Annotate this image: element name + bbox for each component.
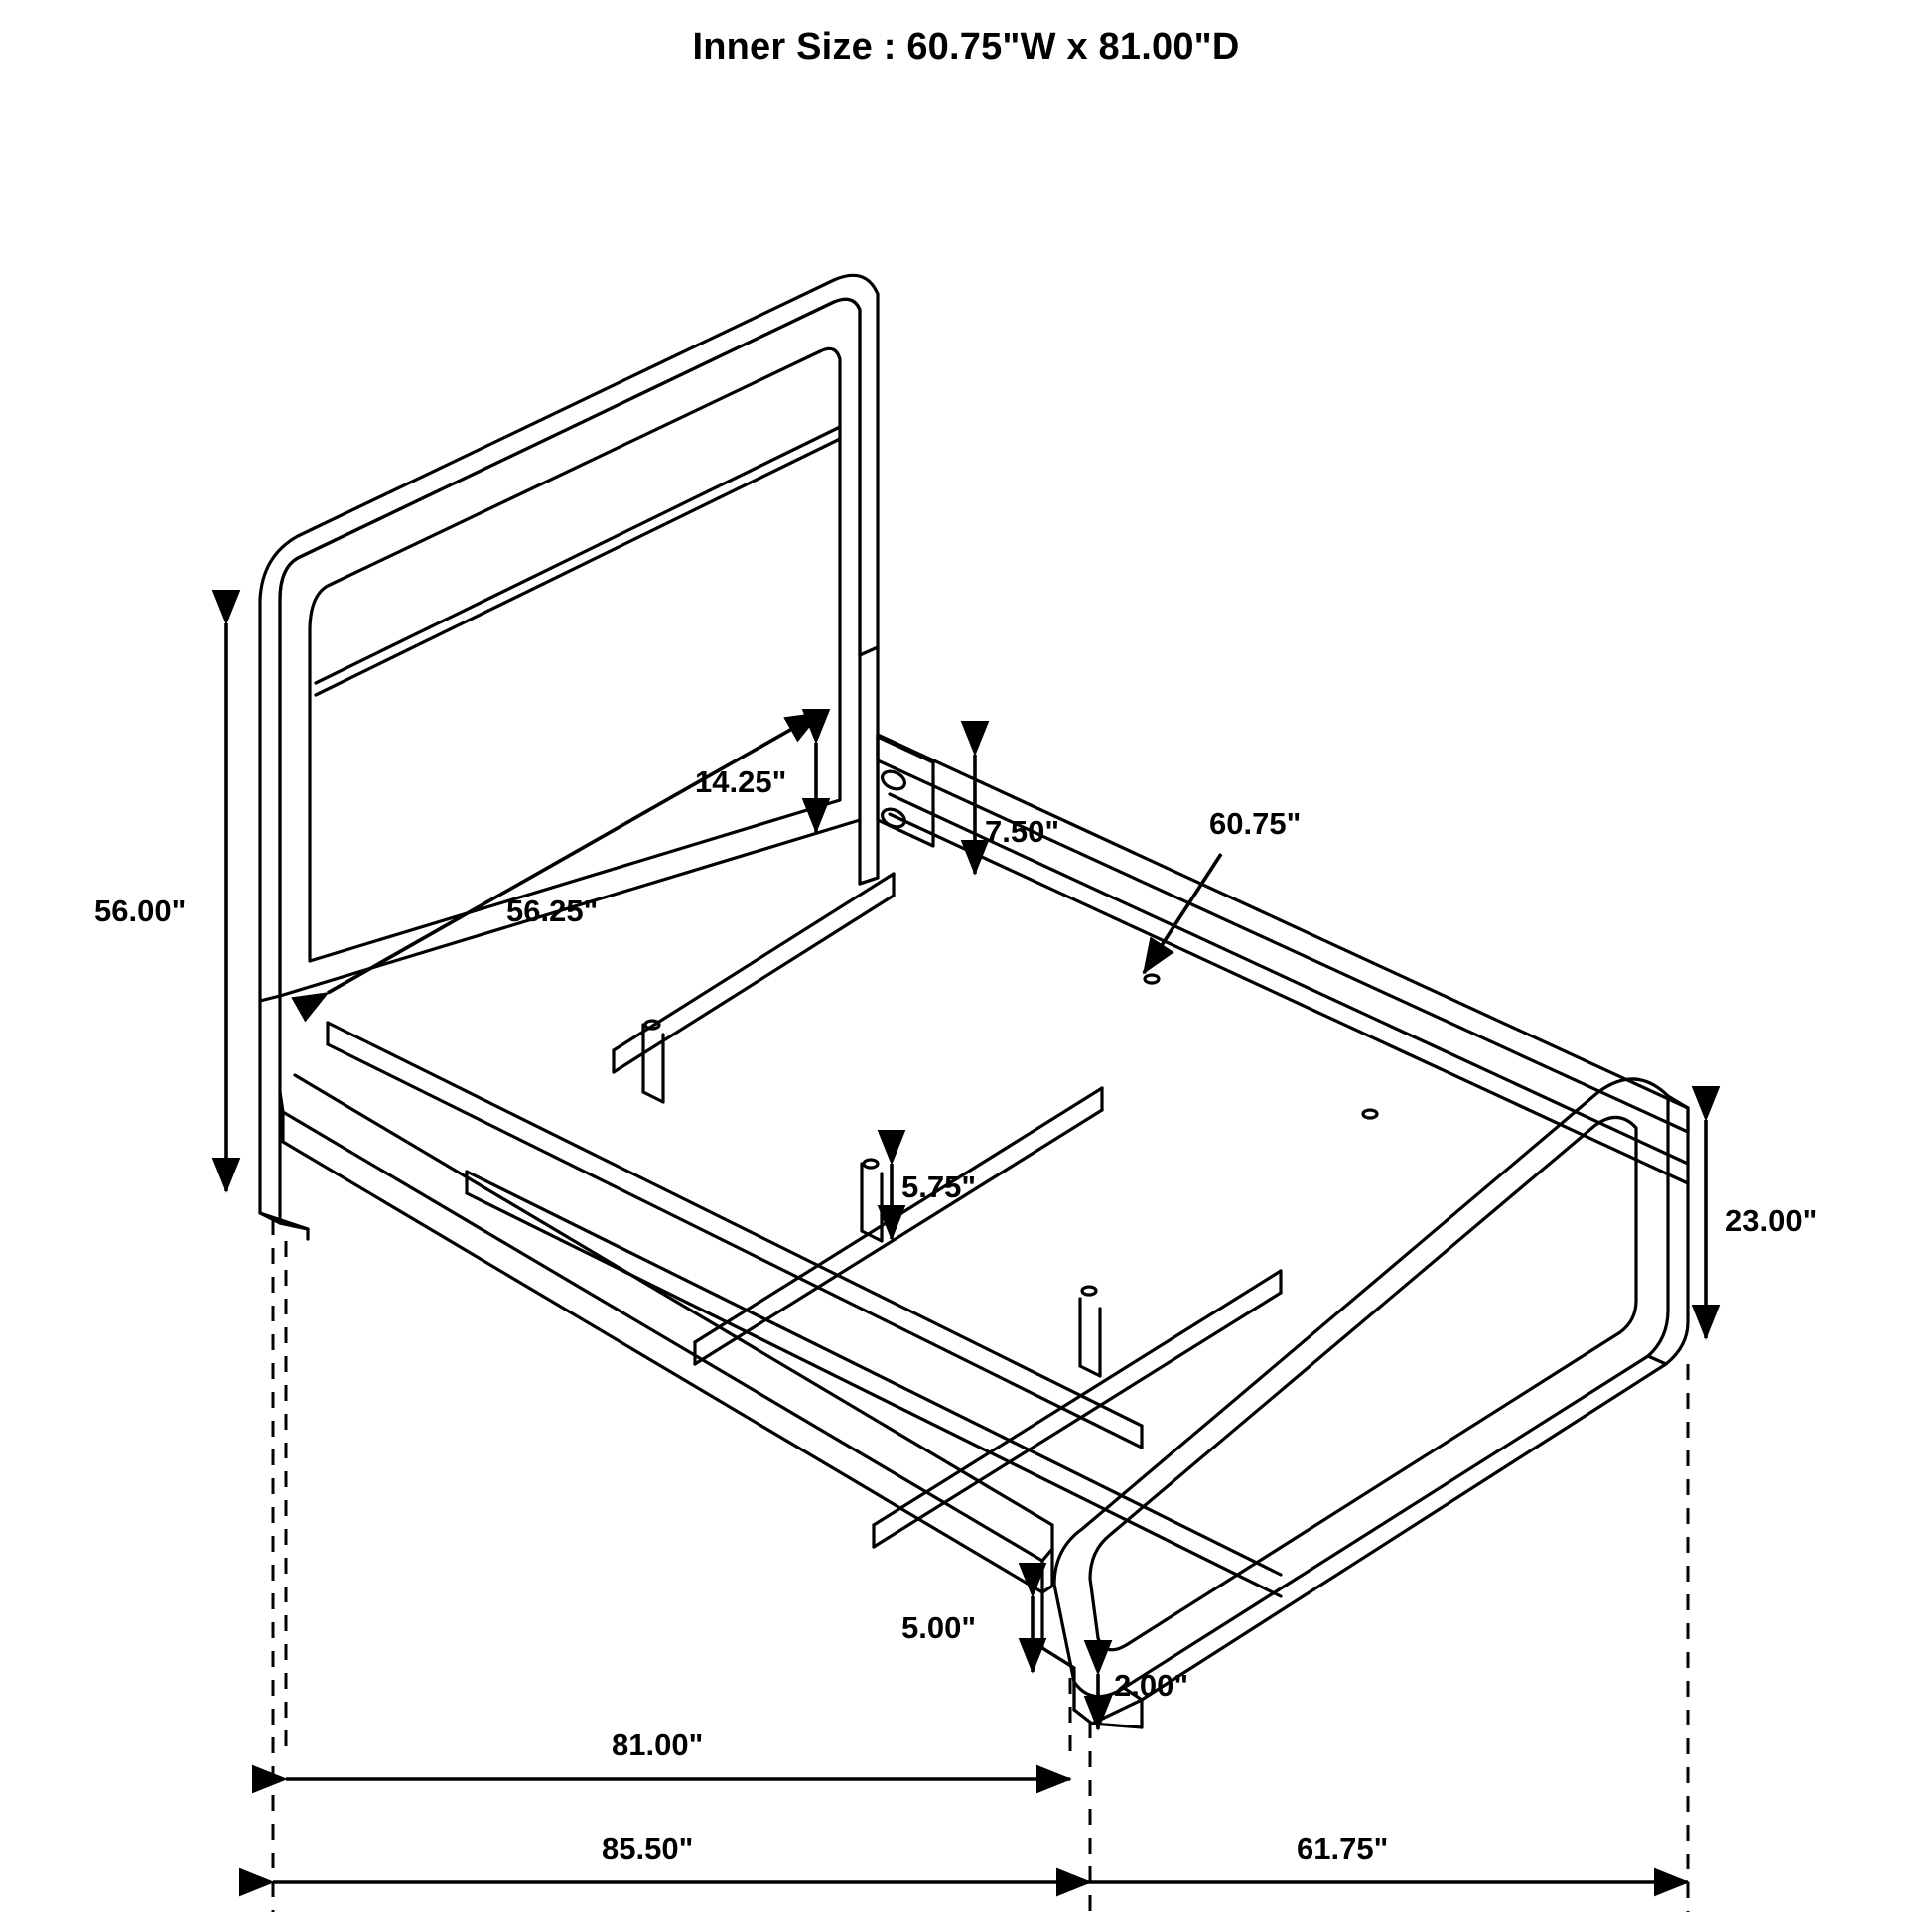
dim-label-overall-depth: 85.50": [602, 1831, 694, 1865]
dim-label-headboard-panel-height: 14.25": [695, 764, 787, 799]
dim-label-slat-leg-height: 5.75": [901, 1170, 977, 1204]
dim-label-headboard-height: 56.00": [94, 894, 187, 928]
dim-label-inner-depth: 81.00": [612, 1727, 704, 1762]
dim-label-inner-width: 60.75": [1209, 806, 1302, 841]
dim-label-overall-width: 61.75": [1297, 1831, 1389, 1865]
page-title: Inner Size : 60.75"W x 81.00"D: [692, 26, 1240, 68]
dim-label-headboard-panel-width: 56.25": [506, 894, 599, 928]
dim-label-footboard-clearance: 5.00": [901, 1610, 977, 1645]
dim-label-footboard-height: 23.00": [1725, 1203, 1818, 1238]
dim-label-rail-to-slat-height: 7.50": [985, 814, 1060, 849]
dim-label-foot-base-height: 2.00": [1114, 1668, 1189, 1703]
